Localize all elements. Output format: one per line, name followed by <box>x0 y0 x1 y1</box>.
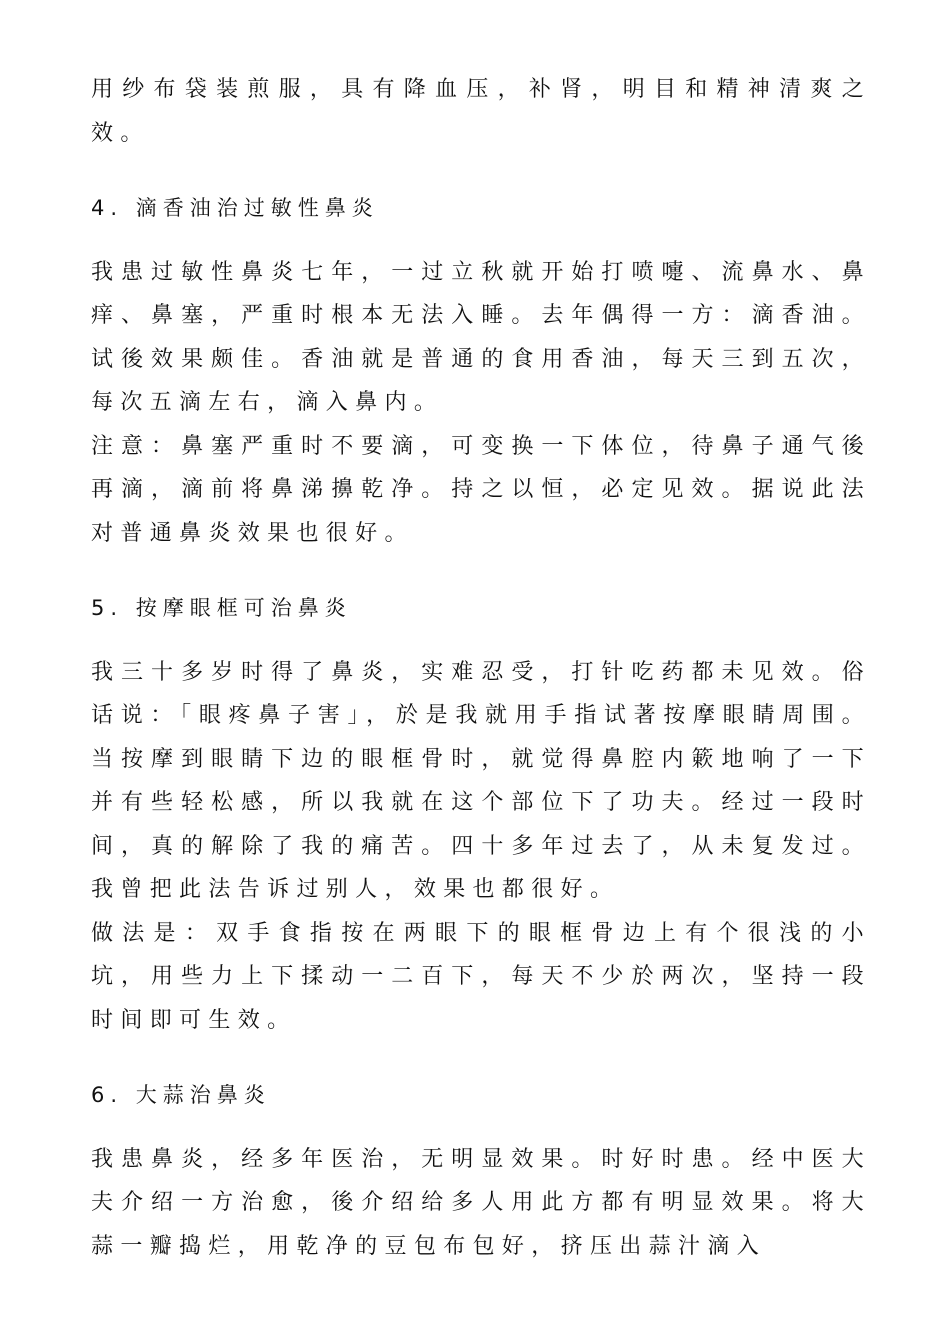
section-6-heading: 6. 大蒜治鼻炎 <box>91 1083 271 1107</box>
document-page <box>91 68 871 1268</box>
section-4-paragraph-1: 我患过敏性鼻炎七年，一过立秋就开始打喷嚏、流鼻水、鼻痒、鼻塞，严重时根本无法入睡。去年偶得一方：滴香油。试後效果颇佳。香油就是普通的食用香油，每天三到五次，每次五滴左右，滴入鼻内。 <box>91 259 871 415</box>
section-5-paragraph-1: 我三十多岁时得了鼻炎，实难忍受，打针吃药都未见效。俗话说：「眼疼鼻子害」，於是我就用手指试著按摩眼睛周围。当按摩到眼睛下边的眼框骨时，就觉得鼻腔内簌地响了一下并有些轻松感，所以我就在这个部位下了功夫。经过一段时间，真的解除了我的痛苦。四十多年过去了，从未复发过。我曾把此法告诉过别人，效果也都很好。 <box>91 659 871 902</box>
intro-paragraph: 用纱布袋装煎服，具有降血压，补肾，明目和精神清爽之效。 <box>91 77 871 146</box>
section-6-paragraph-1: 我患鼻炎，经多年医治，无明显效果。时好时患。经中医大夫介绍一方治愈，後介绍给多人用此方都有明显效果。将大蒜一瓣捣烂，用乾净的豆包布包好，挤压出蒜汁滴入 <box>91 1146 871 1259</box>
section-4-heading: 4. 滴香油治过敏性鼻炎 <box>91 196 379 220</box>
section-4-paragraph-2: 注意：鼻塞严重时不要滴，可变换一下体位，待鼻子通气後再滴，滴前将鼻涕擤乾净。持之以恒，必定见效。据说此法对普通鼻炎效果也很好。 <box>91 433 871 546</box>
section-5-paragraph-2: 做法是：双手食指按在两眼下的眼框骨边上有个很浅的小坑，用些力上下揉动一二百下，每天不少於两次，坚持一段时间即可生效。 <box>91 920 871 1033</box>
section-5-heading: 5. 按摩眼框可治鼻炎 <box>91 596 352 620</box>
